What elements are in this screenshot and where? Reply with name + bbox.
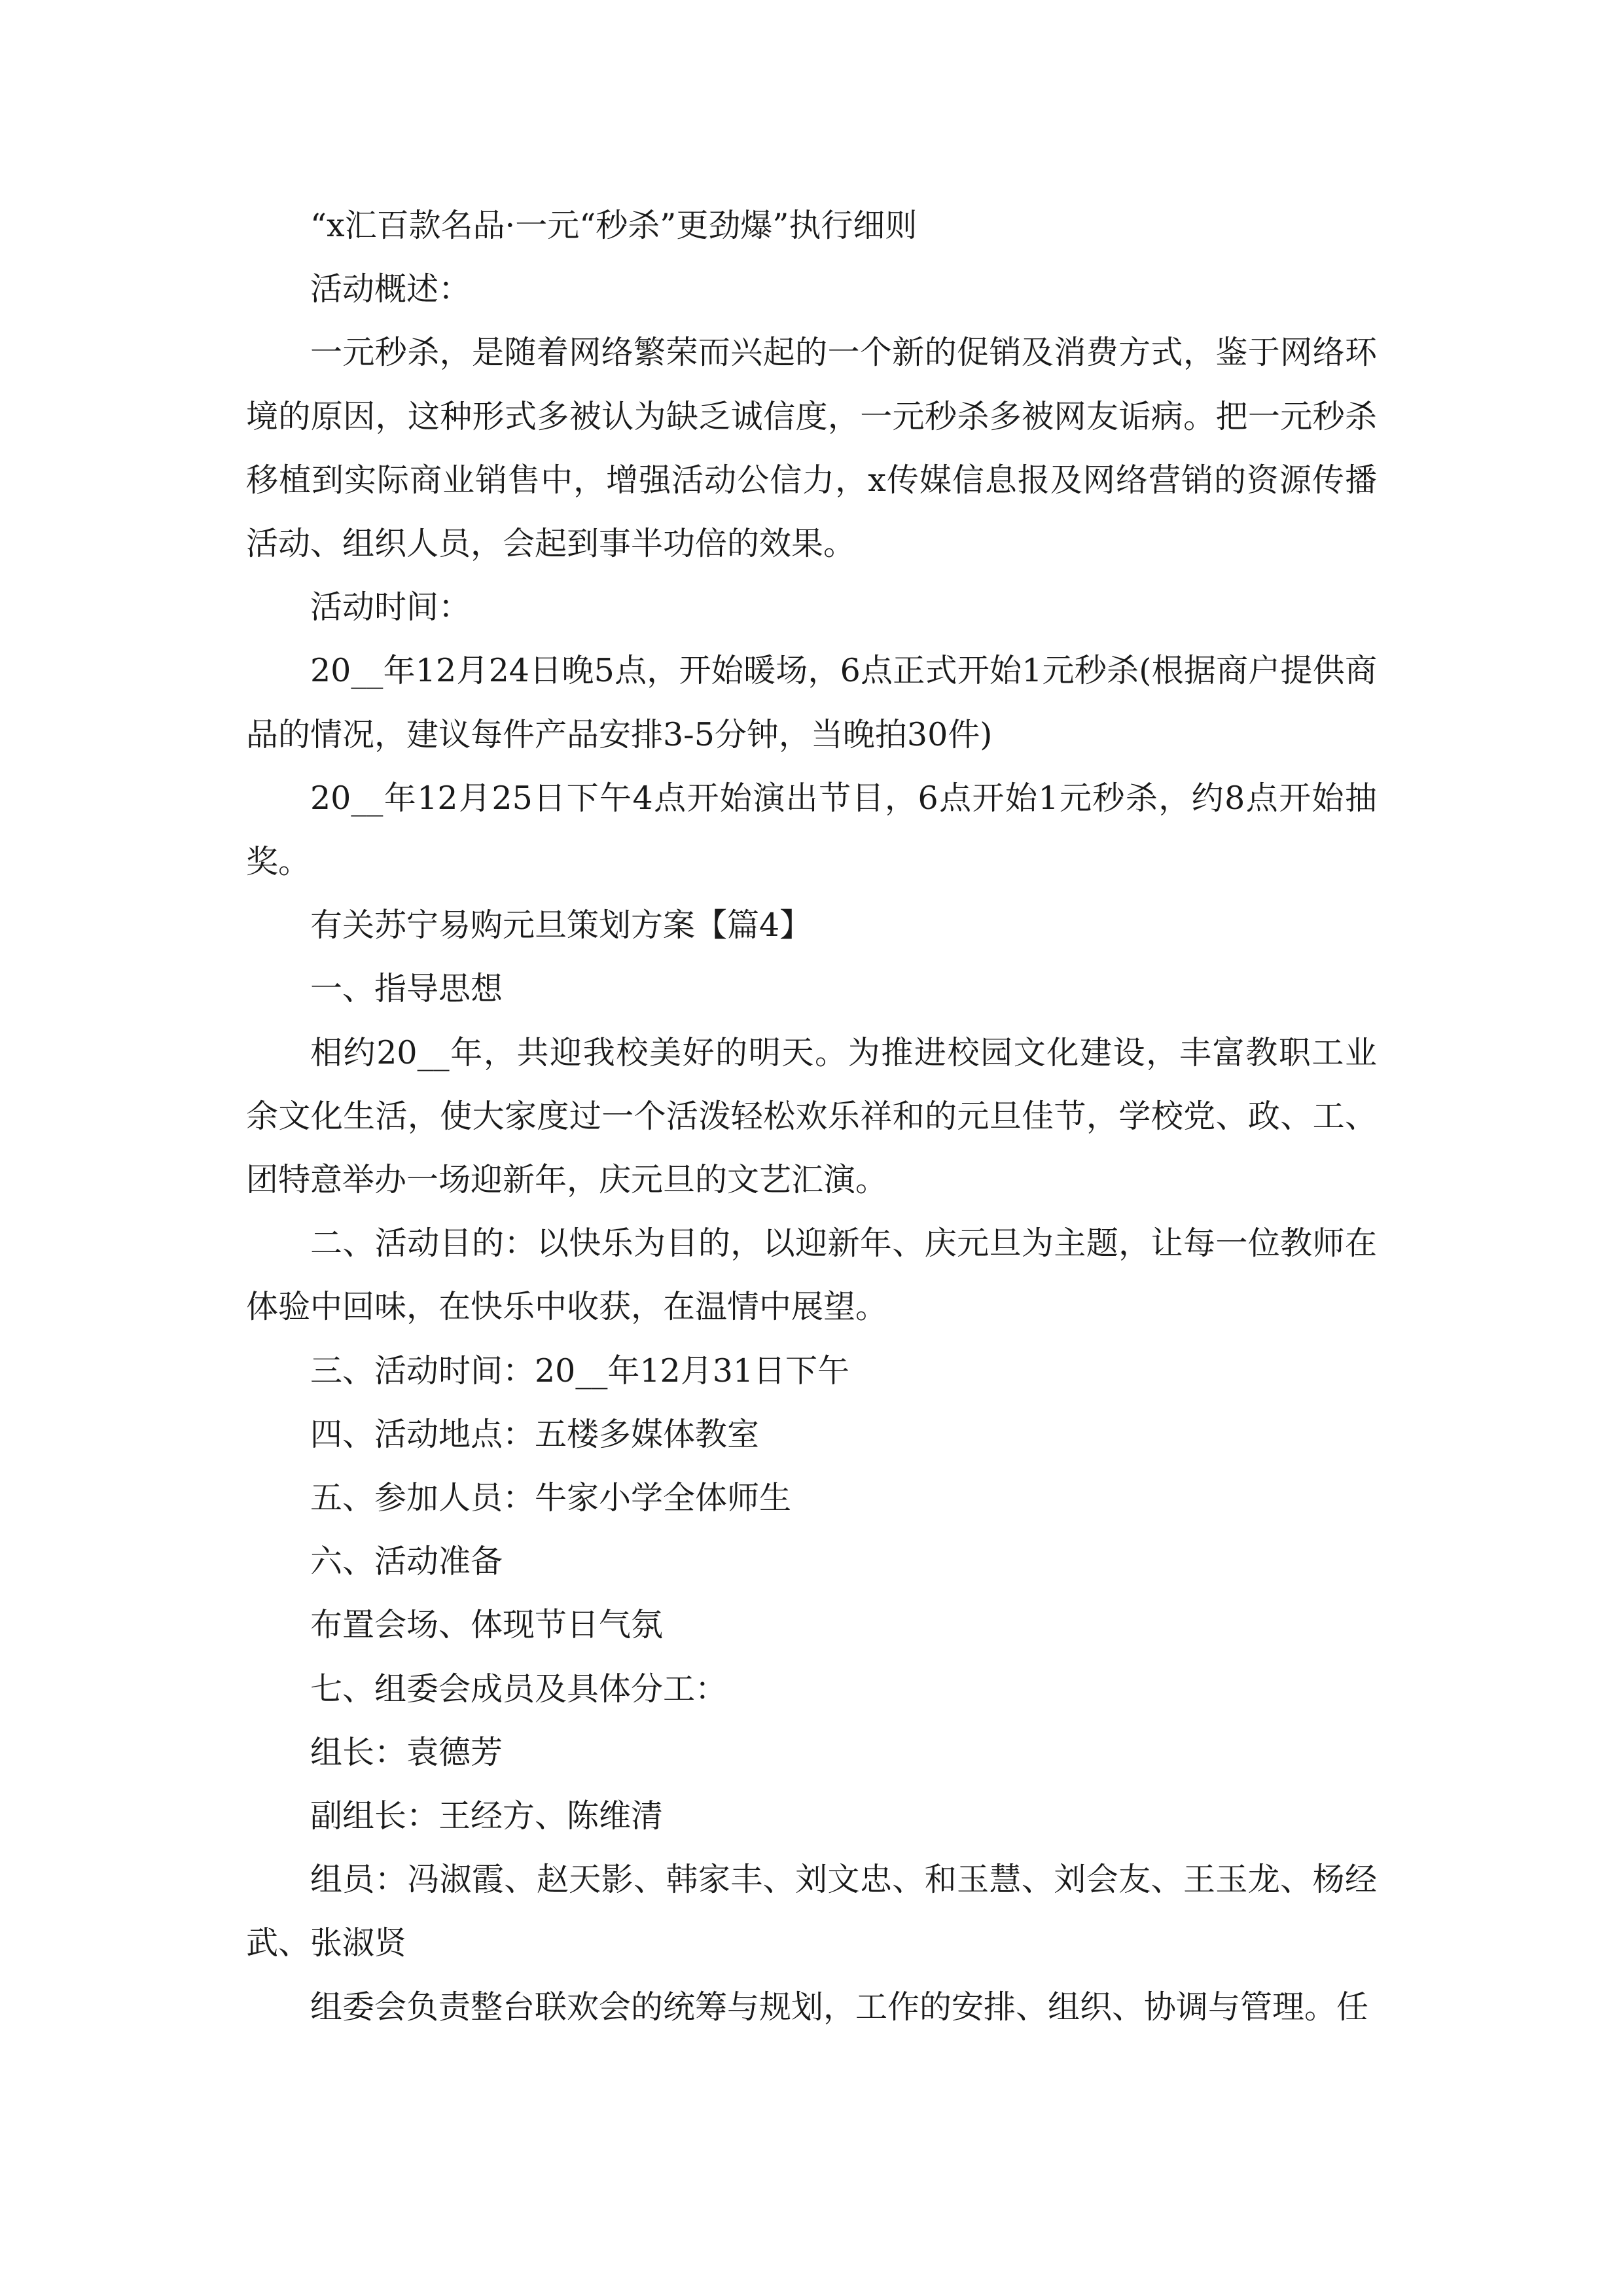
section-heading-time: 活动时间： [310, 588, 471, 626]
activity-purpose-paragraph: 二、活动目的：以快乐为目的，以迎新年、庆元旦为主题，让每一位教师在体验中回味，在快乐中收获，在温情中展望。 [246, 1225, 1377, 1326]
heading-guiding-ideology: 一、指导思想 [310, 970, 503, 1008]
plan-title: 有关苏宁易购元旦策划方案【篇4】 [310, 906, 812, 944]
activity-time-item: 三、活动时间：20__年12月31日下午 [310, 1352, 850, 1390]
document-body [246, 194, 1377, 2039]
time-paragraph-day1: 20__年12月24日晚5点，开始暖场，6点正式开始1元秒杀(根据商户提供商品的情况，建议每件产品安排3-5分钟，当晚拍30件) [246, 652, 1377, 753]
preparation-paragraph: 布置会场、体现节日气氛 [310, 1606, 664, 1644]
preparation-heading: 六、活动准备 [310, 1543, 503, 1581]
title-paragraph: “x汇百款名品·一元“秒杀”更劲爆”执行细则 [310, 207, 918, 244]
committee-duties-paragraph: 组委会负责整台联欢会的统筹与规划，工作的安排、组织、协调与管理。任 [310, 1988, 1369, 2026]
committee-members: 组员：冯淑霞、赵天影、韩家丰、刘文忠、和玉慧、刘会友、王玉龙、杨经武、张淑贤 [246, 1861, 1377, 1962]
committee-deputy-leaders: 副组长：王经方、陈维清 [310, 1797, 664, 1835]
section-heading-overview: 活动概述： [310, 270, 471, 308]
committee-leader: 组长：袁德芳 [310, 1733, 503, 1771]
guiding-ideology-paragraph: 相约20__年，共迎我校美好的明天。为推进校园文化建设，丰富教职工业余文化生活，使大家度过一个活泼轻松欢乐祥和的元旦佳节，学校党、政、工、团特意举办一场迎新年，庆元旦的文艺汇演。 [246, 1033, 1377, 1199]
time-paragraph-day2: 20__年12月25日下午4点开始演出节目，6点开始1元秒杀，约8点开始抽奖。 [246, 779, 1377, 881]
participants-item: 五、参加人员：牛家小学全体师生 [310, 1479, 792, 1517]
overview-paragraph: 一元秒杀，是随着网络繁荣而兴起的一个新的促销及消费方式，鉴于网络环境的原因，这种形式多被认为缺乏诚信度，一元秒杀多被网友诟病。把一元秒杀移植到实际商业销售中，增强活动公信力，x传媒信息报及网络营销的资源传播活动、组织人员，会起到事半功倍的效果。 [246, 334, 1377, 563]
committee-heading: 七、组委会成员及具体分工： [310, 1670, 728, 1708]
activity-location-item: 四、活动地点：五楼多媒体教室 [310, 1415, 760, 1453]
